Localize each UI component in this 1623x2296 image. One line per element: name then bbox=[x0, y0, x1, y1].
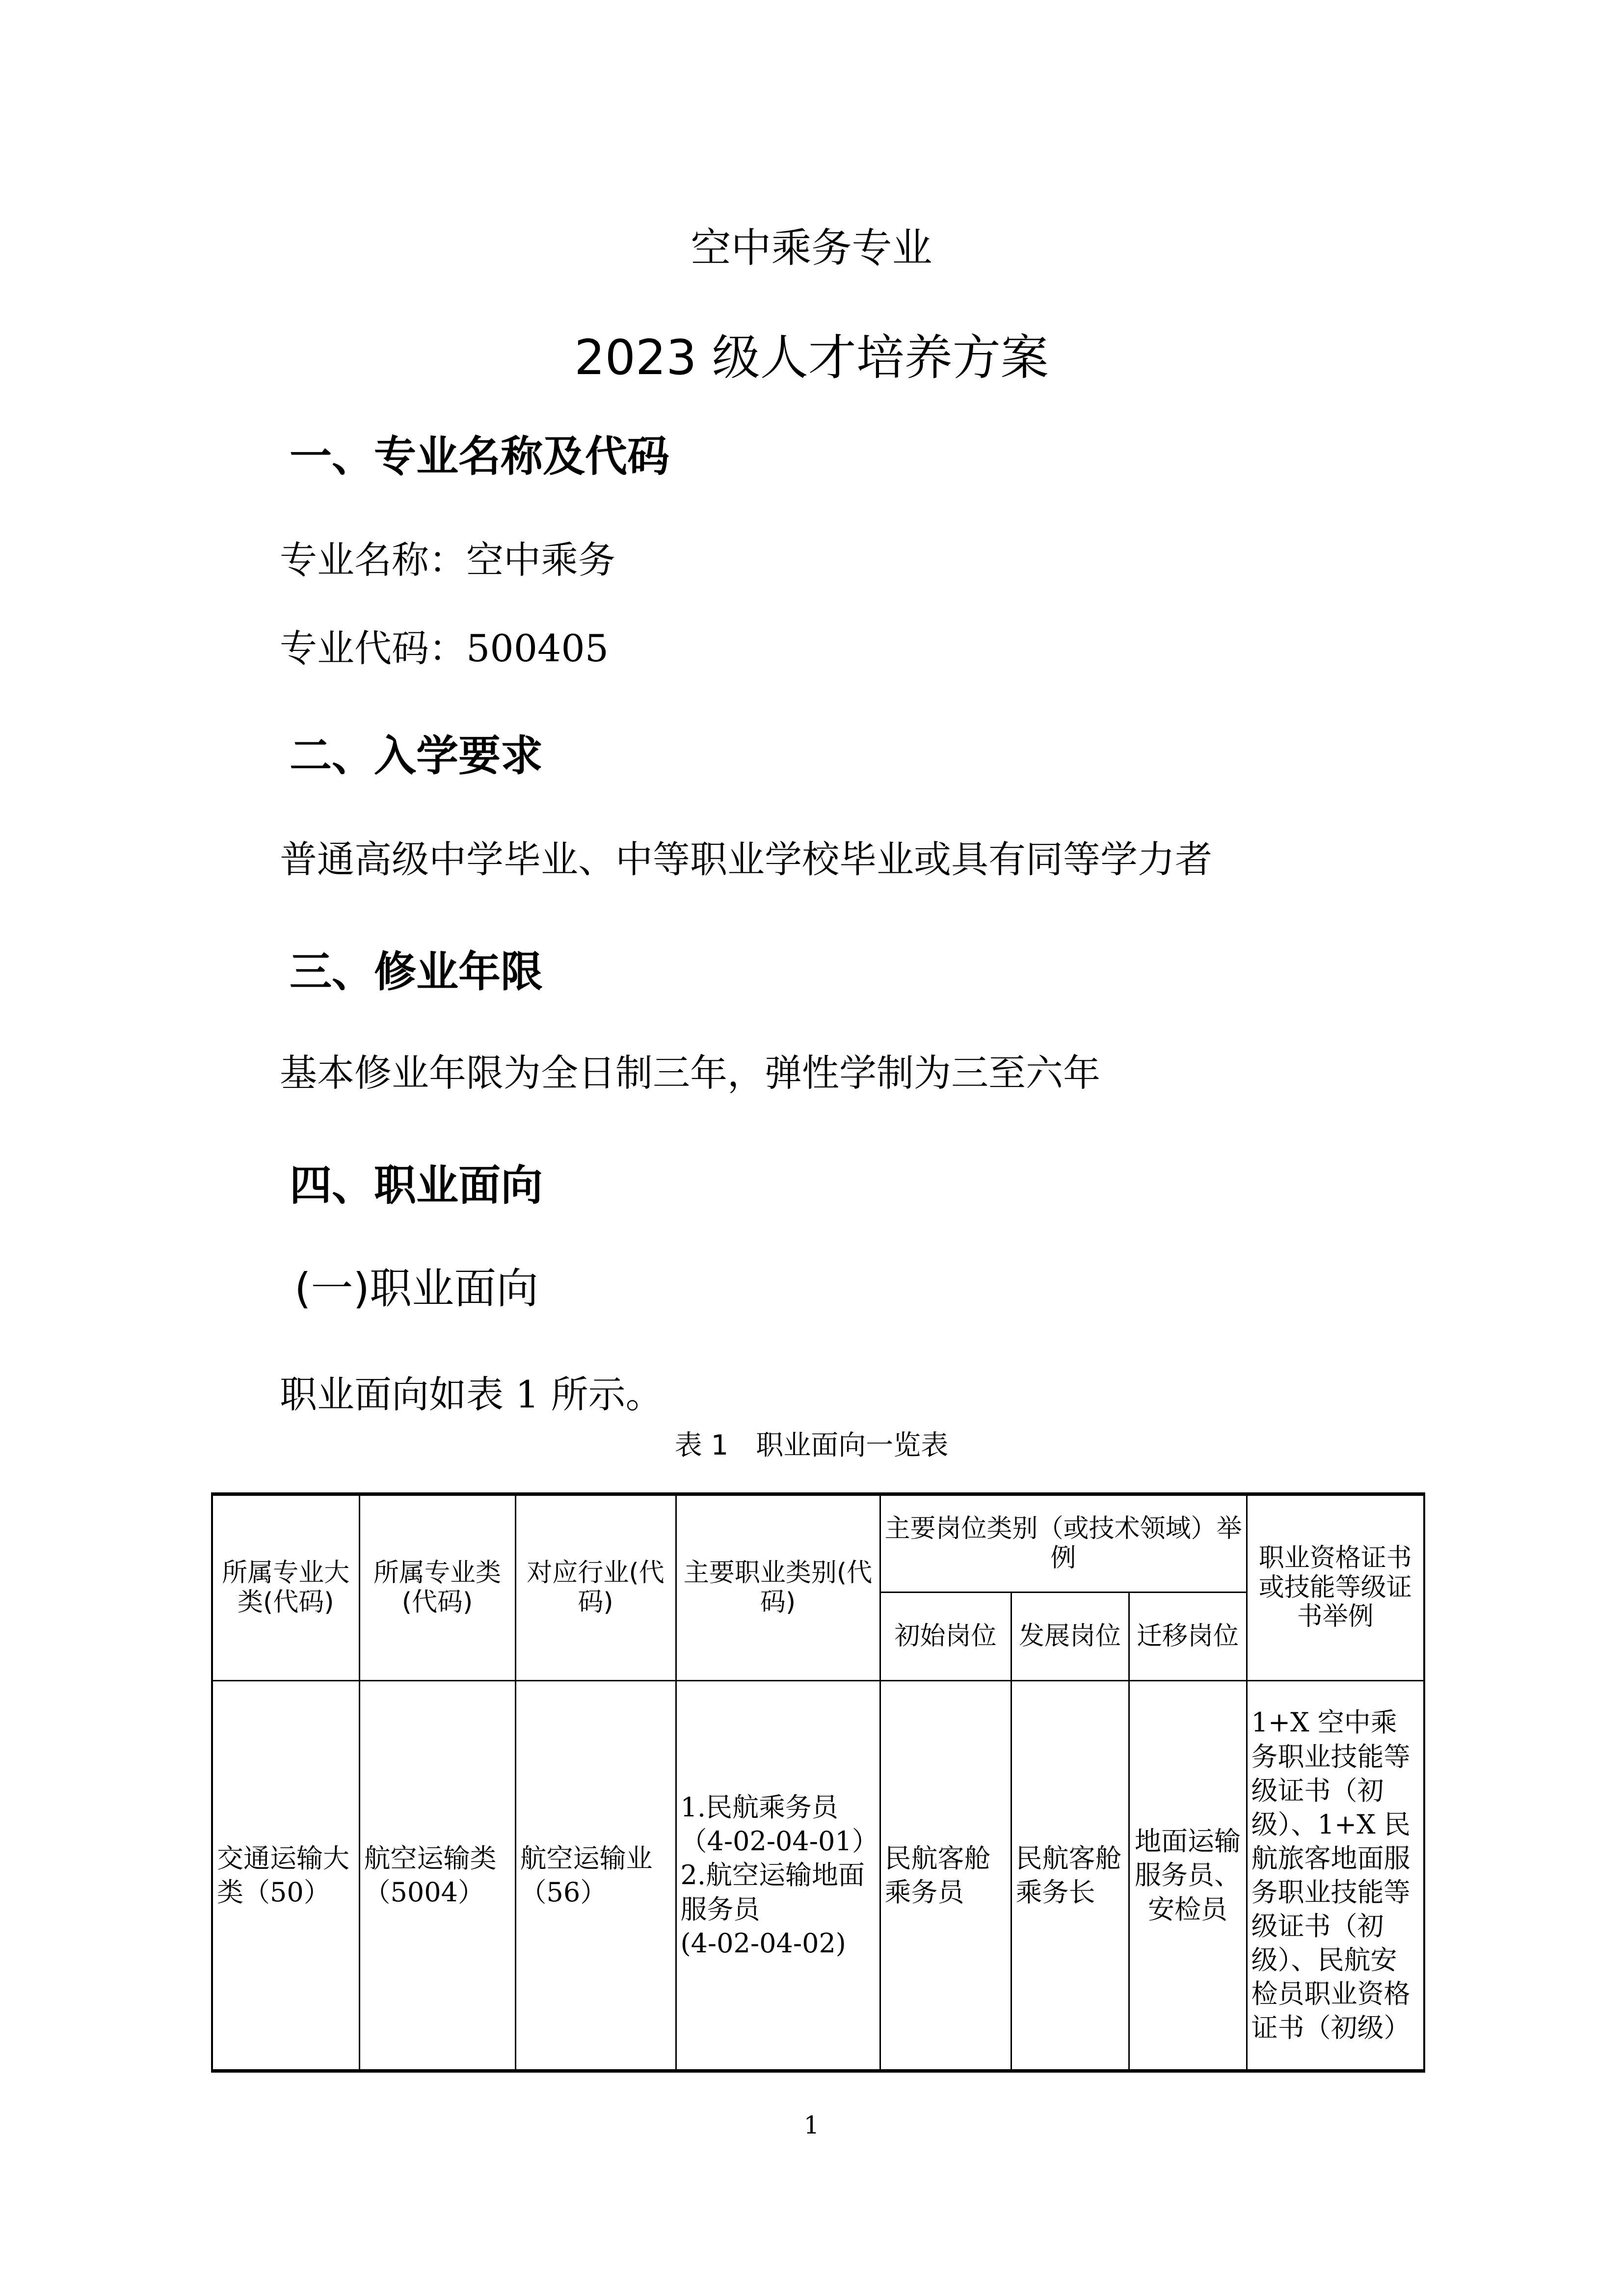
occupation-table bbox=[211, 1492, 1425, 2073]
major-name-line: 专业名称：空中乘务 bbox=[280, 538, 615, 582]
header-positions: 主要岗位类别（或技术领域）举例 bbox=[880, 1494, 1247, 1593]
major-code-line: 专业代码：500405 bbox=[280, 626, 609, 670]
header-industry: 对应行业(代码) bbox=[515, 1494, 676, 1681]
cell-category: 交通运输大类（50） bbox=[212, 1681, 359, 2071]
header-initial-position: 初始岗位 bbox=[880, 1593, 1011, 1681]
occupation-line: （4-02-04-01） bbox=[680, 1826, 878, 1857]
section-heading-2: 二、入学要求 bbox=[290, 731, 543, 781]
table-caption: 表 1 职业面向一览表 bbox=[674, 1430, 949, 1461]
header-certificates: 职业资格证书或技能等级证书举例 bbox=[1247, 1494, 1424, 1681]
header-occupation: 主要职业类别(代码) bbox=[676, 1494, 880, 1681]
occupation-line: (4-02-04-02) bbox=[680, 1927, 846, 1959]
document-title-line1: 空中乘务专业 bbox=[691, 225, 932, 271]
section-heading-3: 三、修业年限 bbox=[290, 947, 543, 997]
header-category: 所属专业大类(代码) bbox=[212, 1494, 359, 1681]
section-heading-4: 四、职业面向 bbox=[290, 1161, 543, 1210]
table-intro-text: 职业面向如表 1 所示。 bbox=[280, 1373, 663, 1416]
header-transfer-position: 迁移岗位 bbox=[1129, 1593, 1247, 1681]
header-development-position: 发展岗位 bbox=[1011, 1593, 1129, 1681]
table-row bbox=[212, 1681, 1424, 2071]
cell-development-position: 民航客舱乘务长 bbox=[1011, 1681, 1129, 2071]
subsection-heading: (一)职业面向 bbox=[294, 1264, 539, 1313]
header-class: 所属专业类(代码) bbox=[359, 1494, 515, 1681]
occupation-line: 2.航空运输地面服务员 bbox=[680, 1860, 865, 1925]
cell-class: 航空运输类（5004） bbox=[359, 1681, 515, 2071]
section-heading-1: 一、专业名称及代码 bbox=[290, 432, 669, 481]
cell-transfer-position: 地面运输服务员、安检员 bbox=[1129, 1681, 1247, 2071]
occupation-line: 1.民航乘务员 bbox=[680, 1792, 839, 1823]
cell-industry: 航空运输业（56） bbox=[515, 1681, 676, 2071]
cell-initial-position: 民航客舱乘务员 bbox=[880, 1681, 1011, 2071]
cell-occupation bbox=[676, 1681, 880, 2071]
document-title-line2: 2023 级人才培养方案 bbox=[574, 330, 1049, 386]
admission-text: 普通高级中学毕业、中等职业学校毕业或具有同等学力者 bbox=[280, 837, 1212, 881]
study-years-text: 基本修业年限为全日制三年，弹性学制为三至六年 bbox=[280, 1051, 1100, 1095]
cell-certificates: 1+X 空中乘务职业技能等级证书（初级）、1+X 民航旅客地面服务职业技能等级证书（初级）、民航安检员职业资格证书（初级） bbox=[1247, 1681, 1424, 2071]
page-number: 1 bbox=[803, 2111, 820, 2139]
